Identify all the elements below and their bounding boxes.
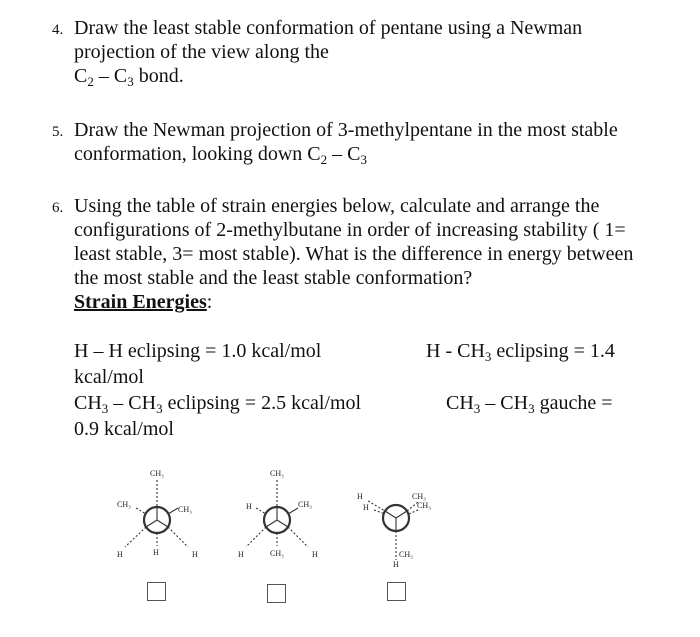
n2-bottom-left-label: H <box>238 550 244 559</box>
answer-box-1[interactable] <box>147 582 166 601</box>
n2-bottom-right-label: H <box>312 550 318 559</box>
n1-right-label: CH₃ <box>178 505 192 514</box>
energy-hh: H – H eclipsing = 1.0 kcal/mol <box>74 340 322 362</box>
n3-top-left-label-2: H <box>363 503 369 512</box>
question-6-line-3: least stable, 3= most stable). What is the difference in energy between <box>74 243 634 265</box>
question-6-number: 6. <box>52 200 64 216</box>
energy-ch3-eclipsing: $CH_3 - CH_3$ eclipsing = 2.5 kcal/mol <box>74 392 362 416</box>
n1-top-label: CH₃ <box>150 469 164 478</box>
question-6-line-4: the most stable and the least stable conformation? <box>74 267 473 289</box>
question-5-number: 5. <box>52 124 64 140</box>
energy-kcal-wrap: kcal/mol <box>74 366 144 388</box>
n3-top-right-label-1: CH₃ <box>412 492 426 501</box>
n3-top-right-label-2: CH₃ <box>417 501 431 510</box>
energy-ch3-gauche: $CH_3 - CH_3$ gauche = <box>446 392 613 416</box>
n2-bottom-mid-label: CH₃ <box>270 549 284 558</box>
n1-left-label: CH₃ <box>117 500 131 509</box>
n1-bottom-mid-label: H <box>153 548 159 557</box>
energy-gauche-value: 0.9 kcal/mol <box>74 418 174 440</box>
question-4-line-2: projection of the view along the <box>74 41 329 63</box>
answer-box-2[interactable] <box>267 584 286 603</box>
n3-bottom-label-2: H <box>393 560 399 569</box>
n2-left-label: H <box>246 502 252 511</box>
n2-right-label: CH₃ <box>298 500 312 509</box>
n1-bottom-left-label: H <box>117 550 123 559</box>
strain-energies-heading: Strain Energies: <box>74 291 213 313</box>
question-4-line-3: $C_2 - C_3$ bond. <box>74 65 184 89</box>
newman-projection-2 <box>246 480 308 547</box>
n3-bottom-label-1: CH₃ <box>399 550 413 559</box>
n2-top-label: CH₃ <box>270 469 284 478</box>
question-4-number: 4. <box>52 22 64 38</box>
answer-box-3[interactable] <box>387 582 406 601</box>
question-4-line-1: Draw the least stable conformation of pentane using a Newman <box>74 17 583 39</box>
question-5-line-2: conformation, looking down $C_2 - C_3$ <box>74 143 367 167</box>
question-6-line-1: Using the table of strain energies below, calculate and arrange the <box>74 195 600 217</box>
n1-bottom-right-label: H <box>192 550 198 559</box>
energy-h-ch3: H - $CH_3$ eclipsing = 1.4 <box>426 340 615 364</box>
n3-top-left-label-1: H <box>357 492 363 501</box>
question-6-line-2: configurations of 2-methylbutane in order of increasing stability ( 1= <box>74 219 626 241</box>
question-5-line-1: Draw the Newman projection of 3-methylpentane in the most stable <box>74 119 618 141</box>
